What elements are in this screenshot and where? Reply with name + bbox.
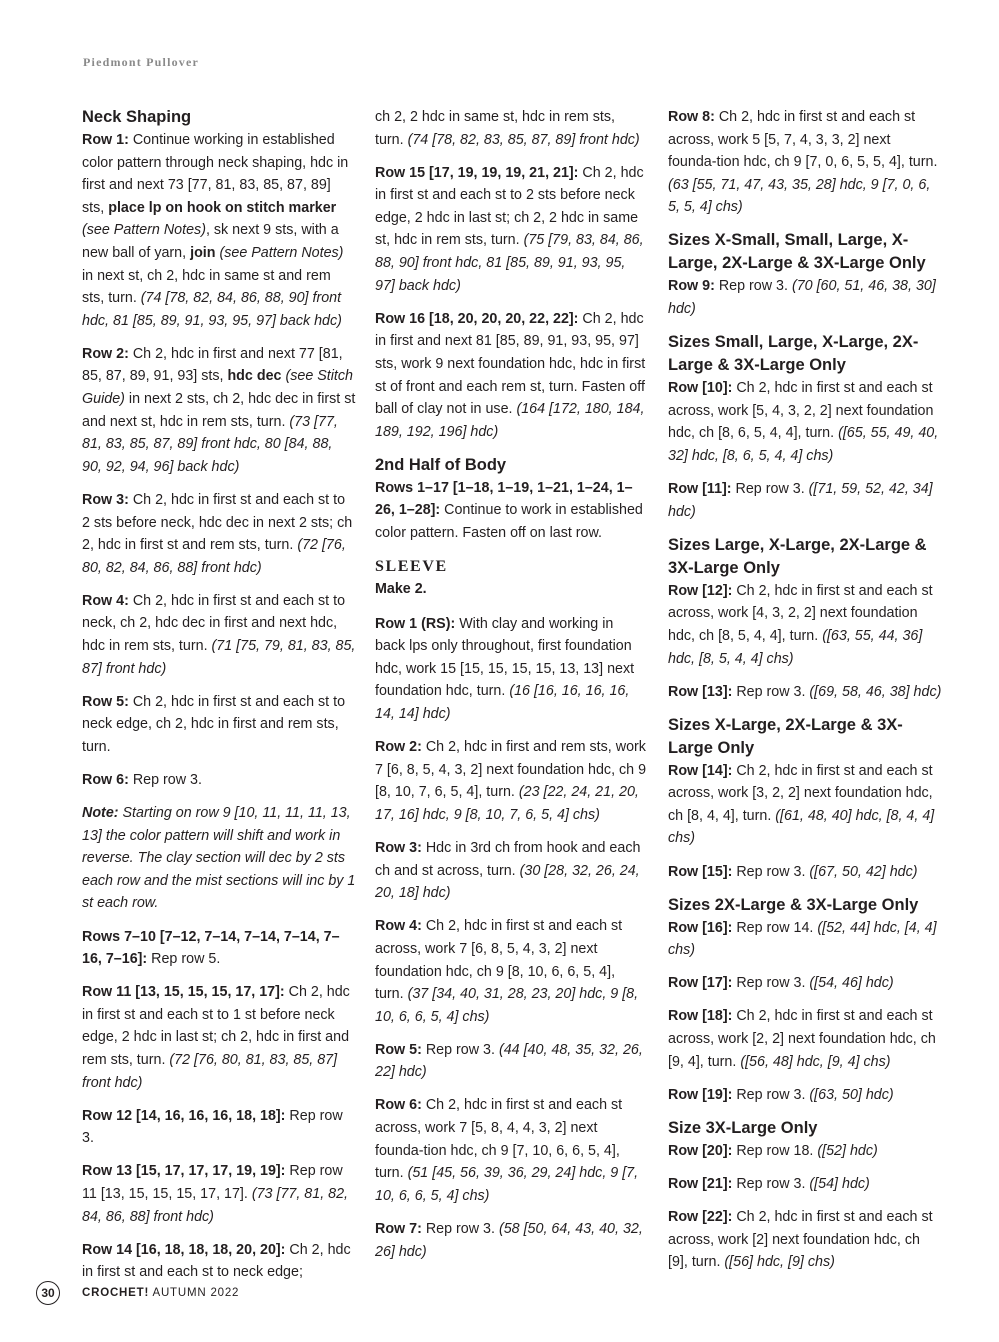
sleeve-row-15: Row [15]: Rep row 3. ([67, 50, 42] hdc) [668,863,918,880]
sleeve-row-16: Row [16]: Rep row 14. ([52, 44] hdc, [4, 4] chs) [668,919,937,959]
row-1: Row 1: Continue working in established color pattern through neck shaping, hdc in first and next 73 [77, 81, 83, 85, 87, 89] sts, place lp on hook on stitch marker (see Pattern Notes), sk next 9 sts, with a new ball of yarn, join (see Pattern Notes) in next st, ch 2, hdc in same st and rem sts, turn. (74 [78, 82, 84, 86, 88, 90] front hdc, 81 [85, 89, 91, 93, 95, 97] back hdc) [82,132,349,329]
sleeve-row-11: Row [11]: Rep row 3. ([71, 59, 52, 42, 34] hdc) [668,481,933,520]
note-label: Note: [82,805,119,822]
row-label: Row [12]: [668,582,733,599]
row-label: Row [14]: [668,762,733,779]
sleeve-row-4: Row 4: Ch 2, hdc in first st and each st across, work 7 [6, 8, 5, 4, 3, 2] next foundation hdc, ch 9 [8, 10, 6, 6, 5, 4], turn. (37 [34, 40, 31, 28, 23, 20] hdc, 9 [8, 10, 6, 6, 5, 4] chs) [375,918,639,1025]
stitch-count: (16 [16, 16, 16, 16, 14, 14] hdc) [375,683,630,723]
row-14-continued: ch 2, 2 hdc in same st, hdc in rem sts, turn. (74 [78, 82, 83, 85, 87, 89] front hdc) [375,109,640,148]
row-label: Row [18]: [668,1008,733,1025]
rows-1-17: Rows 1–17 [1–18, 1–19, 1–21, 1–24, 1–26, 1–28]: Continue to work in established color pattern. Fasten off on last row. [375,479,643,541]
stitch-count: ([54] hdc) [809,1175,870,1192]
row-label: Row 6: [82,771,129,788]
magazine-name: CROCHET! [82,1287,150,1299]
sizes-heading: Sizes X-Large, 2X-Large & 3X-Large Only [668,715,903,757]
stitch-count: ([52] hdc) [817,1142,878,1159]
sleeve-row-5: Row 5: Rep row 3. (44 [40, 48, 35, 32, 26, 22] hdc) [375,1041,643,1081]
stitch-count: ([67, 50, 42] hdc) [809,863,918,880]
running-title: Piedmont Pullover [83,55,200,69]
row-label: Row [20]: [668,1142,733,1159]
row-label: Row 5: [82,693,129,710]
row-label: Row 13 [15, 17, 17, 17, 19, 19]: [82,1163,286,1180]
row-label: Row 3: [375,840,422,857]
row-2: Row 2: Ch 2, hdc in first and next 77 [81, 85, 87, 89, 91, 93] sts, hdc dec (see Stitch Guide) in next 2 sts, ch 2, hdc dec in first st and next st, hdc in rem sts, turn. (73 [77, 81, 83, 85, 87, 89] front hdc, 80 [84, 88, 90, 92, 94, 96] back hdc) [82,345,356,475]
stitch-count: ([61, 48, 40] hdc, [8, 4, 4] chs) [668,807,935,847]
row-label: Row 11 [13, 15, 15, 15, 17, 17]: [82,984,285,1001]
row-4: Row 4: Ch 2, hdc in first st and each st to neck, ch 2, hdc dec in first and next hdc, hdc in rem sts, turn. (71 [75, 79, 81, 83, 85, 87] front hdc) [82,592,356,677]
row-label: Row 7: [375,1220,422,1237]
row-label: Row 8: [668,109,715,125]
row-label: Row 1: [82,132,129,148]
row-label: Row [17]: [668,975,733,992]
neck-shaping-heading: Neck Shaping [82,108,192,126]
stitch-count: (72 [76, 80, 82, 84, 86, 88] front hdc) [82,537,346,576]
sleeve-row-13: Row [13]: Rep row 3. ([69, 58, 46, 38] hdc) [668,683,942,700]
stitch-count: (70 [60, 51, 46, 38, 30] hdc) [668,278,936,318]
row-label: Row 9: [668,278,715,295]
stitch-count: (44 [40, 48, 35, 32, 26, 22] hdc) [375,1041,643,1081]
sleeve-row-17: Row [17]: Rep row 3. ([54, 46] hdc) [668,975,894,992]
sleeve-row-18: Row [18]: Ch 2, hdc in first st and each st across, work [2, 2] next foundation hdc, ch [9, 4], turn. ([56, 48] hdc, [9, 4] chs) [668,1008,936,1070]
row-label: Row [21]: [668,1175,733,1192]
sleeve-row-6: Row 6: Ch 2, hdc in first st and each st across, work 7 [5, 8, 4, 4, 3, 2] next founda-tion hdc, ch 9 [7, 10, 6, 6, 5, 4], turn. (51 [45, 56, 39, 36, 29, 24] hdc, 9 [7, 10, 6, 6, 5, 4] chs) [375,1097,639,1204]
stitch-count: (72 [76, 80, 81, 83, 85, 87] front hdc) [82,1051,338,1091]
sleeve-heading: SLEEVE [375,558,448,576]
row-label: Row 16 [18, 20, 20, 20, 22, 22]: [375,310,579,327]
stitch-count: (164 [172, 180, 184, 189, 192, 196] hdc) [375,401,645,440]
row-label: Rows 1–17 [1–18, 1–19, 1–21, 1–24, 1–26, 1–28]: [375,479,633,519]
stitch-count: ([56, 48] hdc, [9, 4] chs) [740,1053,891,1070]
page-footer [36,1280,239,1306]
row-label: Row [13]: [668,683,733,700]
stitch-count: ([63, 50] hdc) [809,1086,894,1103]
stitch-count: (63 [55, 71, 47, 43, 35, 28] hdc, 9 [7, 0, 6, 5, 5, 4] chs) [668,176,931,216]
sleeve-row-22: Row [22]: Ch 2, hdc in first st and each st across, work [2] next foundation hdc, ch [9], turn. ([56] hdc, [9] chs) [668,1209,933,1271]
sleeve-row-14: Row [14]: Ch 2, hdc in first st and each st across, work [3, 2, 2] next foundation hdc, ch [8, 4, 4], turn. ([61, 48, 40] hdc, [8, 4, 4] chs) [668,762,935,847]
make-count: Make 2. [375,581,427,598]
sleeve-row-19: Row [19]: Rep row 3. ([63, 50] hdc) [668,1086,894,1103]
stitch-count: ([54, 46] hdc) [809,975,894,992]
row-label: Row 12 [14, 16, 16, 16, 18, 18]: [82,1107,286,1124]
sleeve-row-20: Row [20]: Rep row 18. ([52] hdc) [668,1142,878,1159]
page-number: 30 [36,1281,60,1305]
stitch-count: (30 [28, 32, 26, 24, 20, 18] hdc) [375,862,640,902]
row-label: Row [19]: [668,1086,733,1103]
row-label: Row 14 [16, 18, 18, 18, 20, 20]: [82,1241,286,1258]
stitch-count: ([65, 55, 49, 40, 32] hdc, [8, 6, 5, 4, 4] chs) [668,425,939,464]
row-label: Row 1 (RS): [375,615,456,632]
second-half-heading: 2nd Half of Body [375,455,507,474]
stitch-count: (58 [50, 64, 43, 40, 32, 26] hdc) [375,1220,643,1260]
stitch-count: (73 [77, 81, 83, 85, 87, 89] front hdc, 80 [84, 88, 90, 92, 94, 96] back hdc) [82,413,338,475]
row-label: Row 15 [17, 19, 19, 19, 21, 21]: [375,164,579,181]
sizes-heading: Sizes 2X-Large & 3X-Large Only [668,895,919,914]
row-13: Row 13 [15, 17, 17, 17, 19, 19]: Rep row 11 [13, 15, 15, 15, 17, 17]. (73 [77, 81, 82, 84, 86, 88] front hdc) [82,1163,349,1225]
row-15: Row 15 [17, 19, 19, 19, 21, 21]: Ch 2, hdc in first st and each st to 2 sts before neck edge, 2 hdc in last st; ch 2, 2 hdc in same st, hdc in rem sts, turn. (75 [79, 83, 84, 86, 88, 90] front hdc, 81 [85, 89, 91, 93, 95, 97] back hdc) [375,164,644,294]
stitch-count: (51 [45, 56, 39, 36, 29, 24] hdc, 9 [7, 10, 6, 6, 5, 4] chs) [375,1165,639,1204]
stitch-count: (74 [78, 82, 83, 85, 87, 89] front hdc) [407,131,640,148]
row-label: Row 2: [375,739,422,756]
stitch-count: ([71, 59, 52, 42, 34] hdc) [668,481,933,520]
sizes-heading: Sizes Small, Large, X-Large, 2X-Large & 3X-Large Only [668,333,919,375]
stitch-count: (73 [77, 81, 82, 84, 86, 88] front hdc) [82,1185,349,1225]
row-label: Row 3: [82,491,129,508]
row-label: Row 2: [82,345,129,362]
column-1 [82,106,356,1294]
row-14: Row 14 [16, 18, 18, 18, 20, 20]: Ch 2, hdc in first st and each st to neck edge; [82,1241,351,1281]
row-label: Row 4: [82,592,129,609]
row-6: Row 6: Rep row 3. [82,771,202,788]
magazine-issue: AUTUMN 2022 [152,1287,240,1299]
sleeve-row-9: Row 9: Rep row 3. (70 [60, 51, 46, 38, 30] hdc) [668,278,936,318]
sleeve-row-8: Row 8: Ch 2, hdc in first st and each st across, work 5 [5, 7, 4, 3, 3, 2] next founda-tion hdc, ch 9 [7, 0, 6, 5, 5, 4], turn. (63 [55, 71, 47, 43, 35, 28] hdc, 9 [7, 0, 6, 5, 5, 4] chs) [668,109,938,216]
stitch-count: (74 [78, 82, 84, 86, 88, 90] front hdc, 81 [85, 89, 91, 93, 95, 97] back hdc) [82,290,342,329]
sizes-heading: Sizes X-Small, Small, Large, X-Large, 2X-Large & 3X-Large Only [668,231,926,273]
sizes-heading: Sizes Large, X-Large, 2X-Large & 3X-Large Only [668,535,927,577]
stitch-count: ([52, 44] hdc, [4, 4] chs) [668,919,937,959]
stitch-count: ([56] hdc, [9] chs) [724,1254,835,1271]
sizes-heading: Size 3X-Large Only [668,1118,818,1137]
rows-7-10: Rows 7–10 [7–12, 7–14, 7–14, 7–14, 7–16, 7–16]: Rep row 5. [82,928,340,968]
row-3: Row 3: Ch 2, hdc in first st and each st to 2 sts before neck, hdc dec in next 2 sts; ch 2, hdc in first st and rem sts, turn. (72 [76, 80, 82, 84, 86, 88] front hdc) [82,491,353,576]
row-12: Row 12 [14, 16, 16, 16, 18, 18]: Rep row 3. [82,1107,343,1147]
sleeve-row-21: Row [21]: Rep row 3. ([54] hdc) [668,1175,870,1192]
magazine-credit [82,1287,239,1299]
row-16: Row 16 [18, 20, 20, 20, 22, 22]: Ch 2, hdc in first and next 81 [85, 89, 91, 93, 95, 97] sts, work 9 next foundation hdc, hdc in first st of front and each rem st, turn. Fasten off ball of clay not in use. (164 [172, 180, 184, 189, 192, 196] hdc) [375,310,646,440]
stitch-count: ([63, 55, 44, 36] hdc, [8, 5, 4, 4] chs) [668,627,923,667]
column-3 [668,106,942,1284]
row-label: Row 5: [375,1041,422,1058]
row-label: Row 4: [375,918,422,935]
row-label: Row [15]: [668,863,733,880]
stitch-count: (23 [22, 24, 21, 20, 17, 16] hdc, 9 [8, 10, 7, 6, 5, 4] chs) [375,784,639,823]
row-11: Row 11 [13, 15, 15, 15, 17, 17]: Ch 2, hdc in first st and each st to 1 st before neck edge, 2 hdc in last st; ch 2, hdc in first and rem sts, turn. (72 [76, 80, 81, 83, 85, 87] front hdc) [82,984,350,1091]
sleeve-row-3: Row 3: Hdc in 3rd ch from hook and each ch and st across, turn. (30 [28, 32, 26, 24, 20, 18] hdc) [375,840,641,902]
row-label: Row [10]: [668,380,733,397]
sleeve-row-1: Row 1 (RS): With clay and working in back lps only throughout, first foundation hdc, work 15 [15, 15, 15, 15, 13, 13] next foundation hdc, turn. (16 [16, 16, 16, 16, 14, 14] hdc) [375,615,635,723]
sleeve-row-10: Row [10]: Ch 2, hdc in first st and each st across, work [5, 4, 3, 2, 2] next foundation hdc, ch [8, 6, 5, 4, 4], turn. ([65, 55, 49, 40, 32] hdc, [8, 6, 5, 4, 4] chs) [668,380,939,464]
row-label: Row [11]: [668,481,732,498]
row-label: Rows 7–10 [7–12, 7–14, 7–14, 7–14, 7–16, 7–16]: [82,928,340,968]
row-label: Row [22]: [668,1209,733,1225]
stitch-count: (71 [75, 79, 81, 83, 85, 87] front hdc) [82,637,356,677]
stitch-count: ([69, 58, 46, 38] hdc) [809,683,942,700]
row-5: Row 5: Ch 2, hdc in first st and each st to neck edge, ch 2, hdc in first and rem sts, turn. [82,693,346,755]
stitch-count: (37 [34, 40, 31, 28, 23, 20] hdc, 9 [8, 10, 6, 6, 5, 4] chs) [375,986,639,1025]
row-label: Row [16]: [668,919,733,936]
column-2 [375,106,647,1274]
sleeve-row-12: Row [12]: Ch 2, hdc in first st and each st across, work [4, 3, 2, 2] next foundation hdc, ch [8, 5, 4, 4], turn. ([63, 55, 44, 36] hdc, [8, 5, 4, 4] chs) [668,582,933,667]
stitch-count: (75 [79, 83, 84, 86, 88, 90] front hdc, 81 [85, 89, 91, 93, 95, 97] back hdc) [375,232,644,294]
sleeve-row-2: Row 2: Ch 2, hdc in first and rem sts, work 7 [6, 8, 5, 4, 3, 2] next foundation hdc, ch 9 [8, 10, 7, 6, 5, 4], turn. (23 [22, 24, 21, 20, 17, 16] hdc, 9 [8, 10, 7, 6, 5, 4] chs) [375,739,647,823]
row-label: Row 6: [375,1097,422,1114]
note: Note: Starting on row 9 [10, 11, 11, 11, 13, 13] the color pattern will shift and work in reverse. The clay section will dec by 2 sts each row and the mist sections will inc by 1 st each row. [82,805,356,912]
sleeve-row-7: Row 7: Rep row 3. (58 [50, 64, 43, 40, 32, 26] hdc) [375,1220,643,1260]
